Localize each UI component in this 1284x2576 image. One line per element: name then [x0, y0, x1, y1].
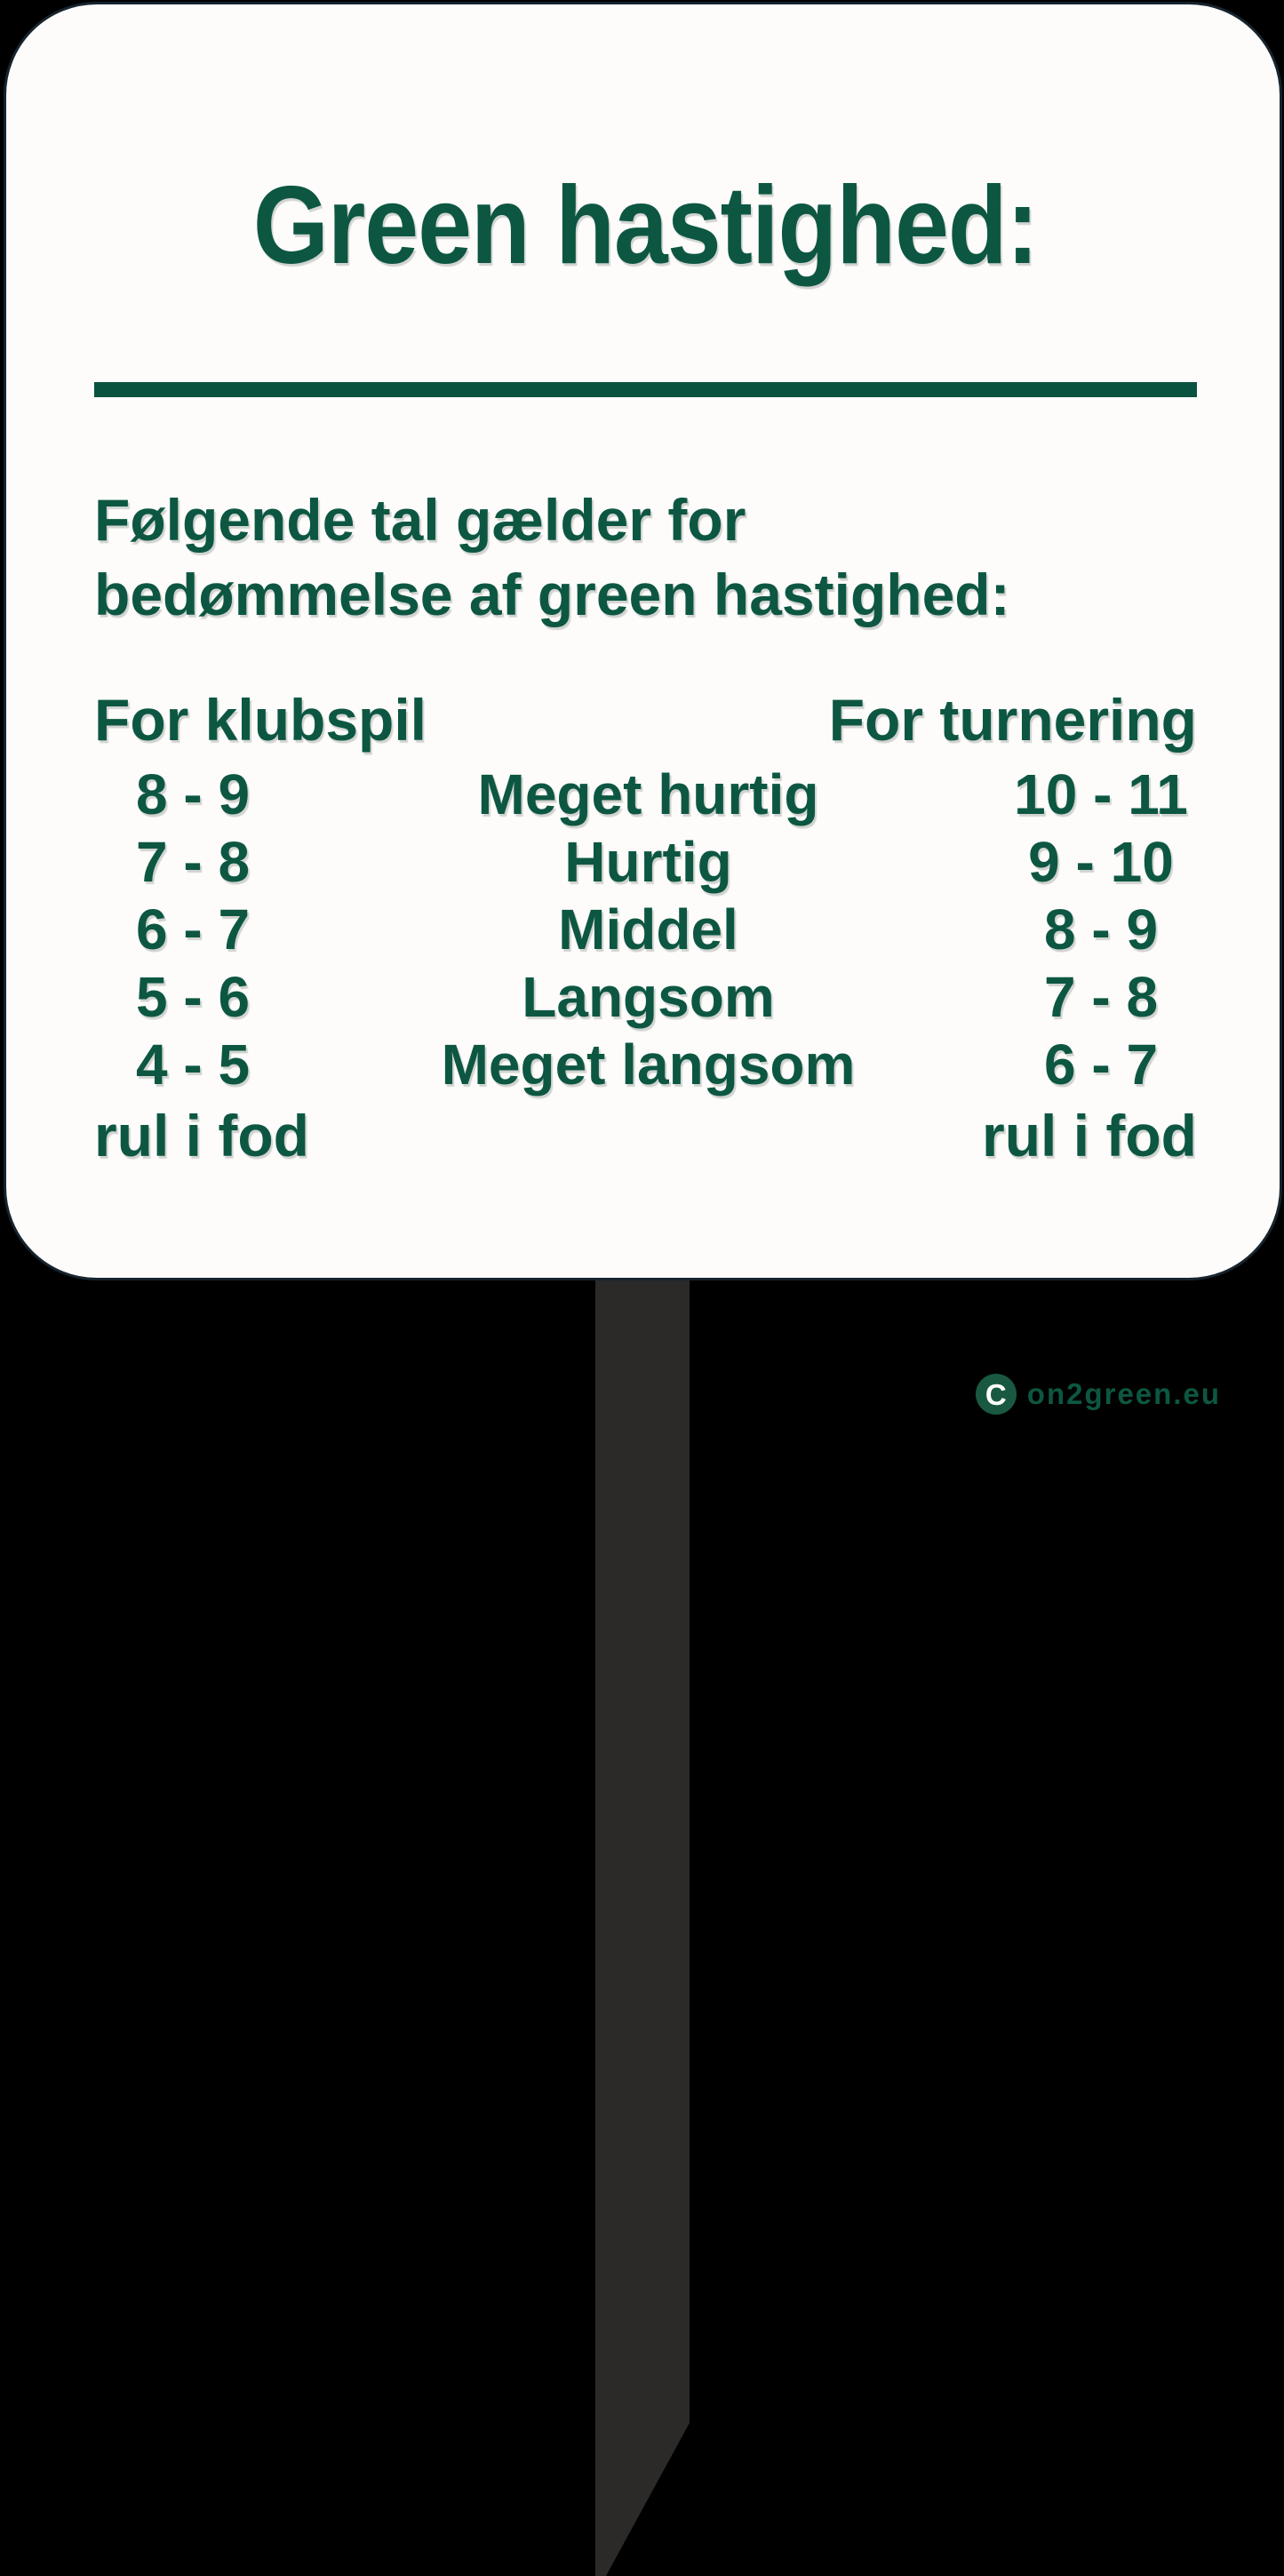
table-cell-tournament: 8 - 9	[1043, 897, 1159, 961]
table-cell-club: 4 - 5	[135, 1032, 251, 1097]
table-cell-label: Meget langsom	[441, 1032, 856, 1097]
sign-title: Green hastighed:	[252, 164, 1039, 287]
table-cell-club: 8 - 9	[135, 762, 251, 826]
intro-text	[94, 483, 1197, 632]
table-cell-label: Hurtig	[564, 829, 732, 894]
table-cell-club: 6 - 7	[135, 897, 251, 961]
column-header-klubspil: For klubspil	[94, 686, 427, 753]
title-divider-rule	[94, 382, 1197, 397]
intro-line-2: bedømmelse af green hastighed:	[94, 561, 1010, 627]
column-header-turnering: For turnering	[828, 686, 1197, 753]
sign-content	[6, 163, 1280, 1436]
footer-rul-i-fod-left: rul i fod	[94, 1102, 309, 1168]
table-cell-label: Langsom	[522, 964, 775, 1029]
table-cell-club: 5 - 6	[135, 964, 251, 1029]
table-cell-tournament: 9 - 10	[1028, 829, 1174, 894]
sign-post-stake	[595, 1278, 690, 2576]
footer-rul-i-fod-right: rul i fod	[982, 1102, 1197, 1168]
table-cell-label: Middel	[558, 897, 738, 961]
brand-name-text: on2green.eu	[1026, 1377, 1221, 1410]
table-cell-tournament: 10 - 11	[1014, 762, 1188, 826]
table-header-row	[94, 686, 1197, 753]
table-cell-tournament: 7 - 8	[1043, 964, 1159, 1029]
speed-table	[94, 762, 1197, 1097]
copyright-circle-icon: C	[976, 1374, 1017, 1415]
table-cell-tournament: 6 - 7	[1043, 1032, 1159, 1097]
table-cell-club: 7 - 8	[135, 829, 251, 894]
table-cell-label: Meget hurtig	[477, 762, 819, 826]
green-speed-sign-board	[4, 2, 1282, 1411]
table-footer-row	[94, 1102, 1197, 1168]
brand-logo	[976, 1374, 1221, 1415]
intro-line-1: Følgende tal gælder for	[94, 486, 746, 553]
